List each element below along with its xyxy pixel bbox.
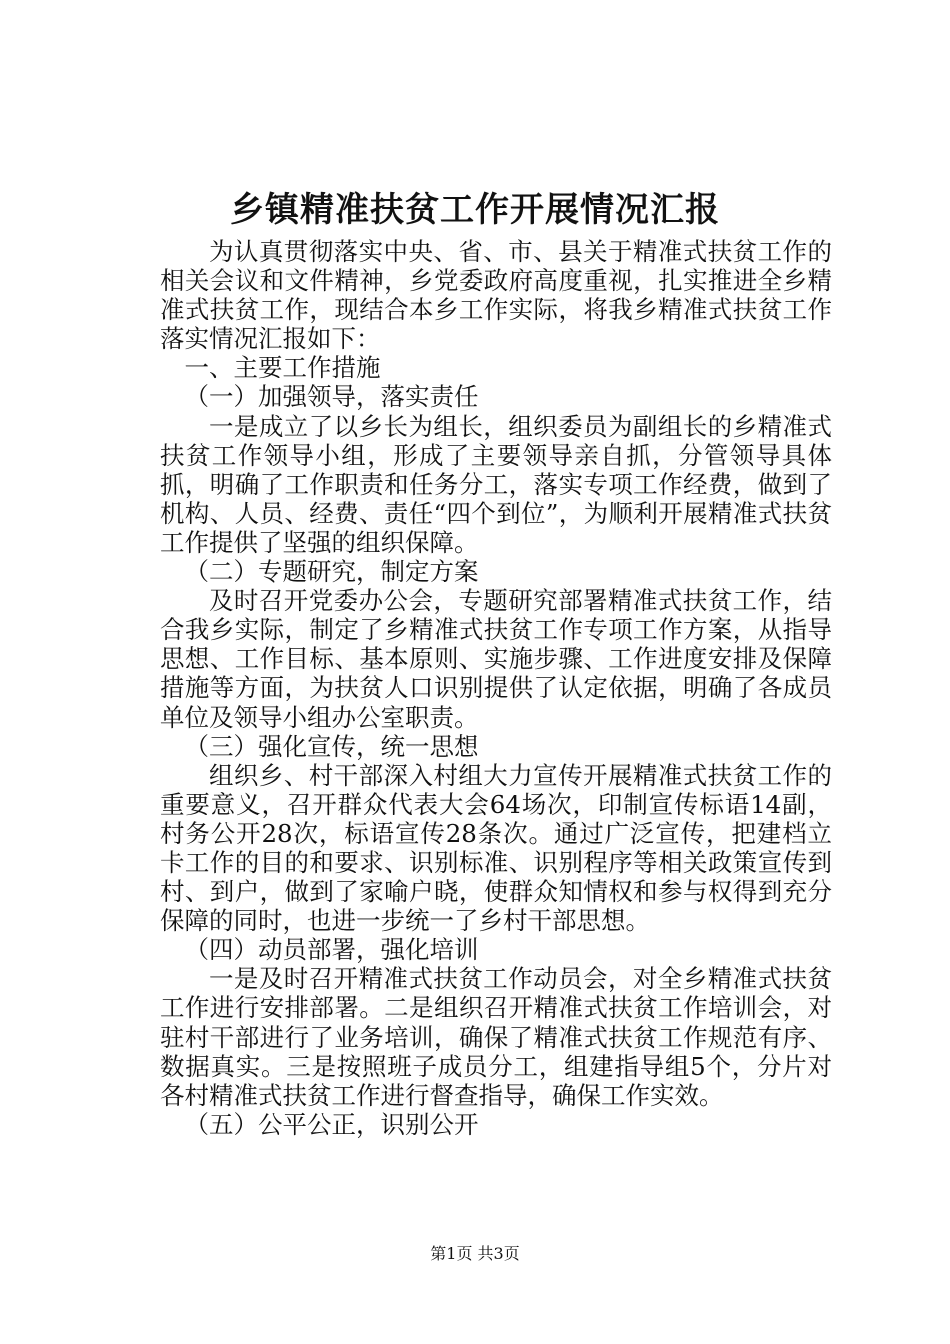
subsection-body-2: 及时召开党委办公会，专题研究部署精准式扶贫工作，结合我乡实际，制定了乡精准式扶贫工作专项工作方案，从指导思想、工作目标、基本原则、实施步骤、工作进度安排及保障措施等方面，为扶贫人口识别提供了认定依据，明确了各成员单位及领导小组办公室职责。 [160,586,832,732]
document-title: 乡镇精准扶贫工作开展情况汇报 [230,190,720,230]
subsection-heading-2: （二）专题研究，制定方案 [184,557,479,587]
document-body [160,237,832,1139]
subsection-heading-1: （一）加强领导，落实责任 [184,382,479,412]
subsection-heading-5: （五）公平公正，识别公开 [184,1109,479,1139]
subsection-body-4: 一是及时召开精准式扶贫工作动员会，对全乡精准式扶贫工作进行安排部署。二是组织召开精准式扶贫工作培训会，对驻村干部进行了业务培训，确保了精准式扶贫工作规范有序、数据真实。三是按照班子成员分工，组建指导组5个，分片对各村精准式扶贫工作进行督查指导，确保工作实效。 [160,964,832,1110]
subsection-body-1: 一是成立了以乡长为组长，组织委员为副组长的乡精准式扶贫工作领导小组，形成了主要领导亲自抓，分管领导具体抓，明确了工作职责和任务分工，落实专项工作经费，做到了机构、人员、经费、责任“四个到位”，为顺利开展精准式扶贫工作提供了坚强的组织保障。 [160,411,832,557]
subsection-heading-4: （四）动员部署，强化培训 [184,935,479,965]
intro-paragraph: 为认真贯彻落实中央、省、市、县关于精准式扶贫工作的相关会议和文件精神，乡党委政府高度重视，扎实推进全乡精准式扶贫工作，现结合本乡工作实际，将我乡精准式扶贫工作落实情况汇报如下： [160,237,832,354]
subsection-body-3: 组织乡、村干部深入村组大力宣传开展精准式扶贫工作的重要意义，召开群众代表大会64场次，印制宣传标语14副，村务公开28次，标语宣传28条次。通过广泛宣传，把建档立卡工作的目的和要求、识别标准、识别程序等相关政策宣传到村、到户，做到了家喻户晓，使群众知情权和参与权得到充分保障的同时，也进一步统一了乡村干部思想。 [160,760,832,936]
section-heading-main-measures: 一、主要工作措施 [184,353,381,383]
subsection-heading-3: （三）强化宣传，统一思想 [184,731,479,761]
page-footer: 第1页 共3页 [430,1244,520,1263]
